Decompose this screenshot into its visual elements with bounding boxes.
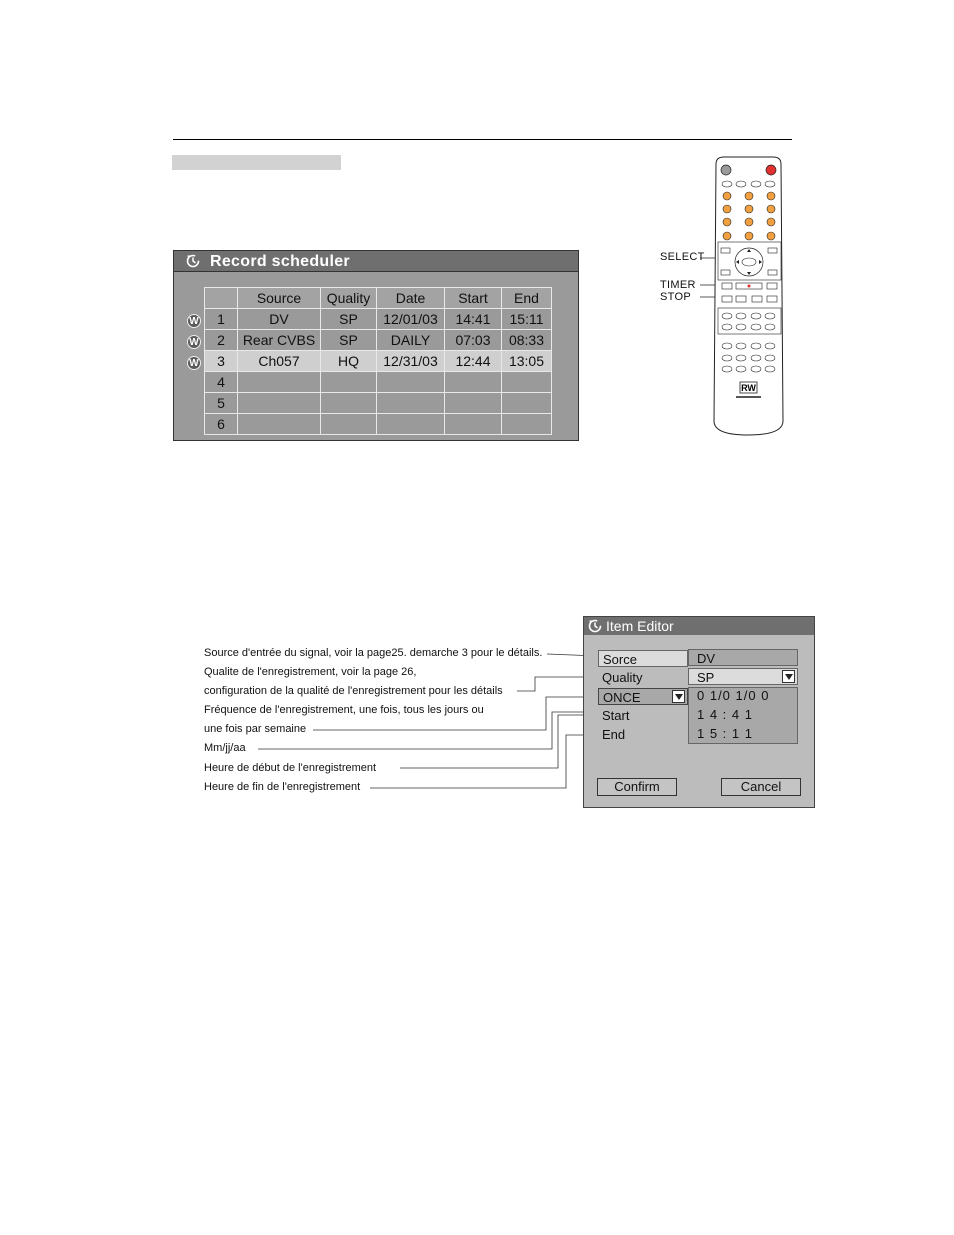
- stop-label: STOP: [660, 291, 691, 303]
- note-date-format: Mm/jj/aa: [204, 742, 246, 754]
- end-label: End: [602, 727, 626, 742]
- row-date: DAILY: [377, 330, 445, 351]
- row-number: 3: [205, 351, 238, 372]
- frequency-dropdown-arrow-icon[interactable]: [672, 690, 685, 703]
- timer-icon: [588, 619, 602, 633]
- row-source: Rear CVBS: [238, 330, 321, 351]
- header-quality: Quality: [321, 288, 377, 309]
- note-quality: Qualite de l'enregistrement, voir la page 26,: [204, 666, 417, 678]
- date-field[interactable]: 0 1/0 1/0 0: [697, 688, 770, 703]
- timer-label: TIMER: [660, 279, 696, 291]
- weekly-marker-2: W: [187, 335, 201, 349]
- source-field[interactable]: DV: [688, 649, 798, 666]
- row-number: 5: [205, 393, 238, 414]
- record-scheduler-title: Record scheduler: [210, 253, 350, 270]
- row-number: 6: [205, 414, 238, 435]
- row-date: 12/31/03: [377, 351, 445, 372]
- quality-label: Quality: [602, 670, 643, 685]
- note-frequency-weekly: une fois par semaine: [204, 723, 307, 735]
- header-date: Date: [377, 288, 445, 309]
- row-quality: SP: [321, 330, 377, 351]
- row-number: 4: [205, 372, 238, 393]
- note-end-time: Heure de fin de l'enregistrement: [204, 781, 361, 793]
- row-source: DV: [238, 309, 321, 330]
- start-label: Start: [602, 708, 630, 723]
- row-end: 13:05: [502, 351, 552, 372]
- note-frequency: Fréquence de l'enregistrement, une fois, tous les jours ou: [204, 704, 484, 716]
- row-start: 07:03: [445, 330, 502, 351]
- remote-logo: RW: [741, 383, 756, 393]
- weekly-marker-1: W: [187, 314, 201, 328]
- item-editor-title: Item Editor: [606, 618, 674, 634]
- source-label: Sorce: [598, 650, 688, 667]
- row-end: 08:33: [502, 330, 552, 351]
- header-end: End: [502, 288, 552, 309]
- header-source: Source: [238, 288, 321, 309]
- row-quality: HQ: [321, 351, 377, 372]
- row-source: Ch057: [238, 351, 321, 372]
- note-start-time: Heure de début de l'enregistrement: [204, 762, 377, 774]
- start-time-field[interactable]: 1 4 : 4 1: [697, 707, 753, 722]
- item-editor-header: [584, 617, 814, 635]
- row-start: 14:41: [445, 309, 502, 330]
- confirm-button[interactable]: Confirm: [597, 778, 677, 796]
- weekly-marker-3: W: [187, 356, 201, 370]
- row-date: 12/01/03: [377, 309, 445, 330]
- note-source: Source d'entrée du signal, voir la page25. demarche 3 pour le détails.: [204, 647, 543, 659]
- row-start: 12:44: [445, 351, 502, 372]
- row-number: 1: [205, 309, 238, 330]
- frequency-value: ONCE: [603, 690, 641, 705]
- header-start: Start: [445, 288, 502, 309]
- end-time-field[interactable]: 1 5 : 1 1: [697, 726, 753, 741]
- note-quality-config: configuration de la qualité de l'enregistrement pour les détails: [204, 685, 503, 697]
- select-label: SELECT: [660, 251, 705, 263]
- row-end: 15:11: [502, 309, 552, 330]
- item-editor-panel: [583, 616, 815, 808]
- row-number: 2: [205, 330, 238, 351]
- quality-dropdown-arrow-icon[interactable]: [782, 670, 795, 683]
- cancel-button[interactable]: Cancel: [721, 778, 801, 796]
- quality-value: SP: [697, 670, 715, 685]
- row-quality: SP: [321, 309, 377, 330]
